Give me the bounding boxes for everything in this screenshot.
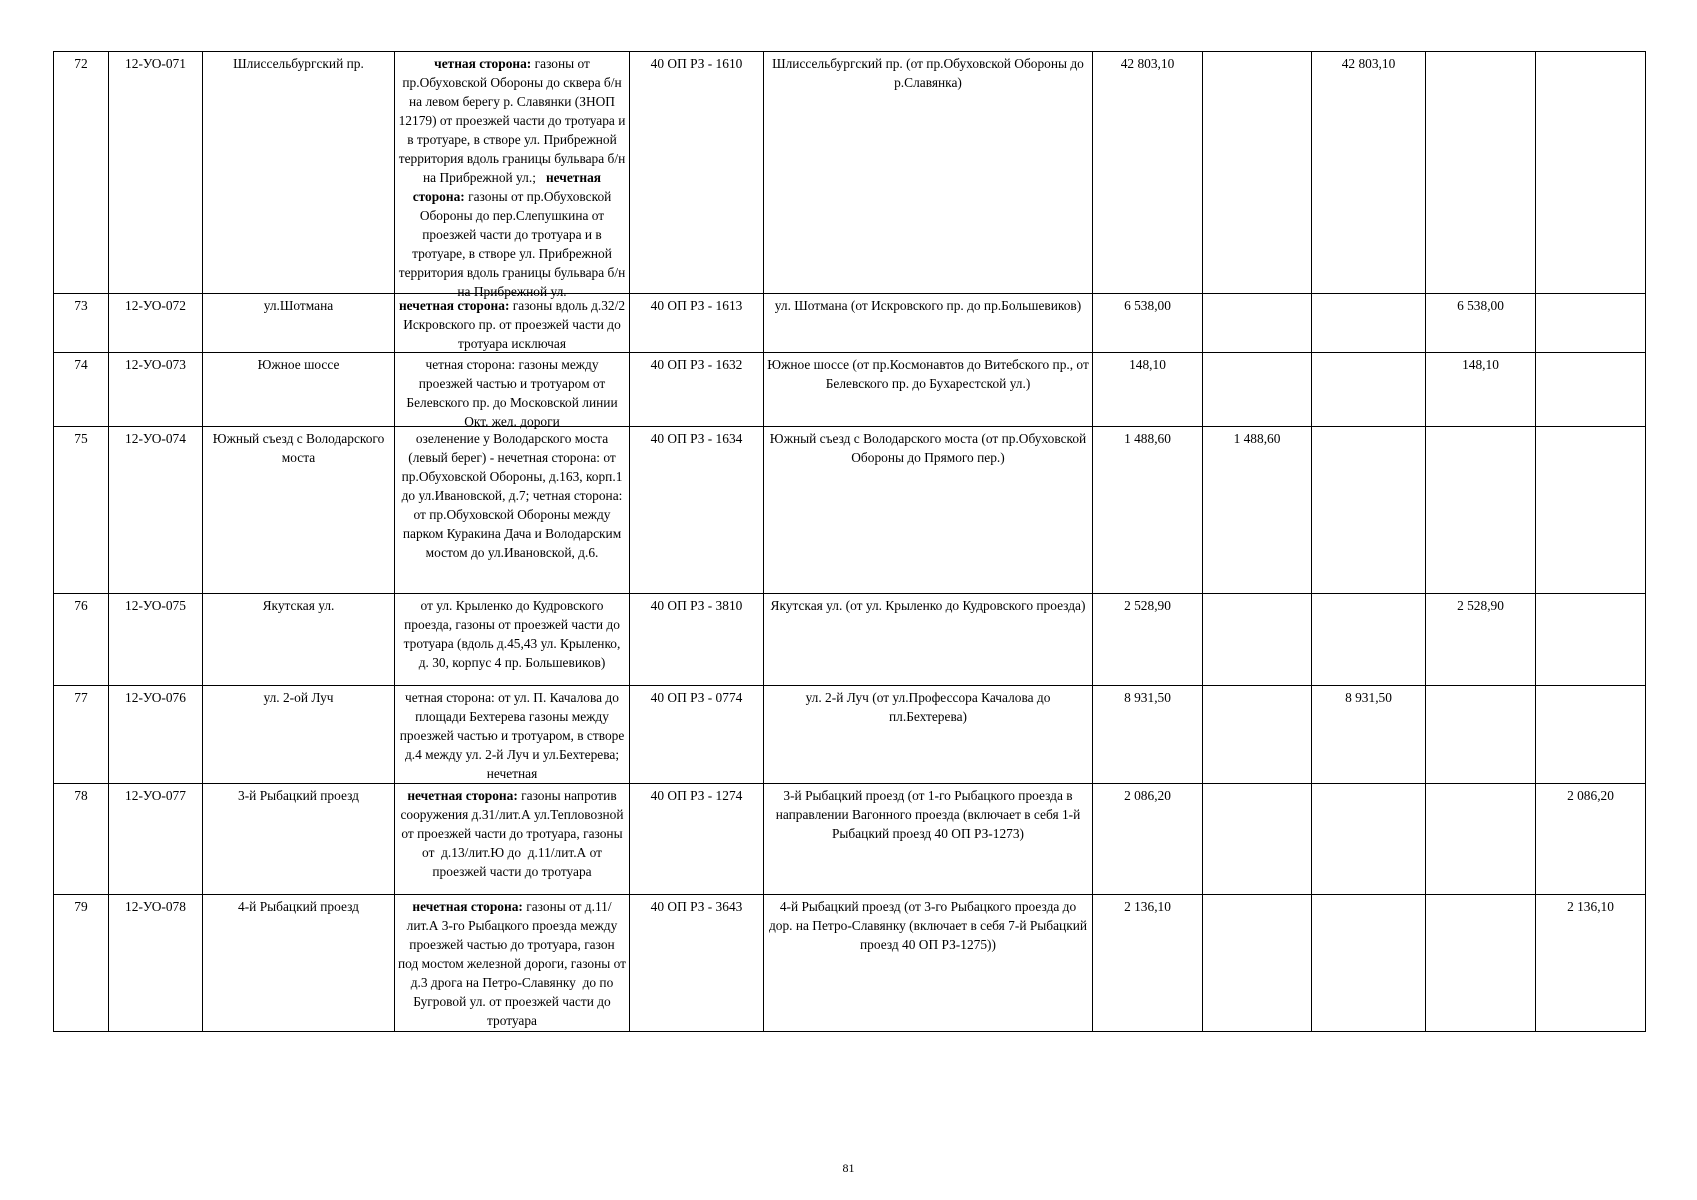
registry-number-cell: 40 ОП РЗ - 3810 [630, 594, 764, 686]
page-number: 81 [842, 1161, 855, 1175]
row-number-cell: 72 [54, 52, 109, 294]
area-col-4-cell: 6 538,00 [1426, 294, 1536, 353]
registry-number-cell: 40 ОП РЗ - 1610 [630, 52, 764, 294]
description-cell [395, 427, 630, 594]
area-col-5-cell [1536, 294, 1646, 353]
area-col-4-cell [1426, 427, 1536, 594]
area-col-2-cell [1203, 895, 1312, 1032]
road-name-cell: Южное шоссе (от пр.Космонавтов до Витебского пр., от Белевского пр. до Бухарестской ул.) [764, 353, 1093, 427]
area-col-5-cell [1536, 427, 1646, 594]
area-col-3-cell [1312, 594, 1426, 686]
object-code-cell: 12-УО-076 [109, 686, 203, 784]
data-table [53, 51, 1646, 1032]
area-col-2-cell [1203, 52, 1312, 294]
object-name-cell: ул.Шотмана [203, 294, 395, 353]
description-cell [395, 294, 630, 353]
object-name-cell: Шлиссельбургский пр. [203, 52, 395, 294]
object-name-cell: Южный съезд с Володарского моста [203, 427, 395, 594]
description-cell [395, 594, 630, 686]
row-number-cell: 73 [54, 294, 109, 353]
object-code-cell: 12-УО-075 [109, 594, 203, 686]
description-cell [395, 784, 630, 895]
description-cell [395, 895, 630, 1032]
registry-number-cell: 40 ОП РЗ - 1613 [630, 294, 764, 353]
row-number-cell: 78 [54, 784, 109, 895]
registry-number-cell: 40 ОП РЗ - 1274 [630, 784, 764, 895]
description-bold-fragment: четная сторона: [434, 56, 532, 71]
description-fragment: четная сторона: от ул. П. Качалова до площади Бехтерева газоны между проезжей частью и тротуаром, в створе д.4 между ул. 2-й Луч и ул.Бехтерева; нечетная [399, 690, 628, 781]
row-number-cell: 76 [54, 594, 109, 686]
area-col-3-cell [1312, 294, 1426, 353]
table-row [54, 52, 1646, 294]
area-col-2-cell [1203, 784, 1312, 895]
row-number-cell: 77 [54, 686, 109, 784]
area-col-5-cell [1536, 686, 1646, 784]
object-code-cell: 12-УО-077 [109, 784, 203, 895]
description-bold-fragment: нечетная сторона: [412, 170, 605, 204]
road-name-cell: Шлиссельбургский пр. (от пр.Обуховской Обороны до р.Славянка) [764, 52, 1093, 294]
area-col-3-cell: 42 803,10 [1312, 52, 1426, 294]
area-total-cell: 2 086,20 [1093, 784, 1203, 895]
description-fragment: от ул. Крыленко до Кудровского проезда, газоны от проезжей части до тротуара (вдоль д.45,43 ул. Крыленко, д. 30, корпус 4 пр. Большевиков) [403, 598, 624, 670]
description-bold-fragment: нечетная сторона: [398, 298, 510, 313]
table-row [54, 784, 1646, 895]
object-name-cell: Южное шоссе [203, 353, 395, 427]
area-col-4-cell: 148,10 [1426, 353, 1536, 427]
area-col-5-cell [1536, 594, 1646, 686]
object-code-cell: 12-УО-072 [109, 294, 203, 353]
table-row [54, 294, 1646, 353]
object-code-cell: 12-УО-078 [109, 895, 203, 1032]
description-fragment: газоны вдоль д.32/2 Искровского пр. от проезжей части до тротуара исключая [403, 298, 629, 351]
row-number-cell: 75 [54, 427, 109, 594]
area-col-4-cell [1426, 686, 1536, 784]
area-col-3-cell [1312, 427, 1426, 594]
area-col-3-cell [1312, 895, 1426, 1032]
description-fragment: газоны от пр.Обуховской Обороны до сквера б/н на левом берегу р. Славянки (ЗНОП 12179) от проезжей части до тротуара и в тротуаре, в створе ул. Прибрежной территория вдоль границы бульвара б/н на Прибрежной ул.; [398, 56, 629, 185]
area-col-2-cell: 1 488,60 [1203, 427, 1312, 594]
table-row [54, 686, 1646, 784]
object-code-cell: 12-УО-074 [109, 427, 203, 594]
area-total-cell: 8 931,50 [1093, 686, 1203, 784]
description-fragment: газоны от пр.Обуховской Обороны до пер.Слепушкина от проезжей части до тротуара и в тротуаре, в створе ул. Прибрежной территория вдоль границы бульвара б/н на Прибрежной ул. [398, 189, 629, 299]
area-col-3-cell: 8 931,50 [1312, 686, 1426, 784]
area-col-2-cell [1203, 294, 1312, 353]
area-total-cell: 2 136,10 [1093, 895, 1203, 1032]
area-col-5-cell: 2 086,20 [1536, 784, 1646, 895]
road-name-cell: ул. Шотмана (от Искровского пр. до пр.Большевиков) [764, 294, 1093, 353]
area-col-2-cell [1203, 594, 1312, 686]
area-col-5-cell: 2 136,10 [1536, 895, 1646, 1032]
object-name-cell: ул. 2-ой Луч [203, 686, 395, 784]
area-total-cell: 148,10 [1093, 353, 1203, 427]
area-col-5-cell [1536, 353, 1646, 427]
registry-number-cell: 40 ОП РЗ - 3643 [630, 895, 764, 1032]
object-name-cell: Якутская ул. [203, 594, 395, 686]
area-total-cell: 42 803,10 [1093, 52, 1203, 294]
registry-number-cell: 40 ОП РЗ - 1634 [630, 427, 764, 594]
area-col-4-cell [1426, 895, 1536, 1032]
object-code-cell: 12-УО-073 [109, 353, 203, 427]
area-col-4-cell: 2 528,90 [1426, 594, 1536, 686]
road-name-cell: Южный съезд с Володарского моста (от пр.Обуховской Обороны до Прямого пер.) [764, 427, 1093, 594]
area-total-cell: 2 528,90 [1093, 594, 1203, 686]
area-col-2-cell [1203, 686, 1312, 784]
area-col-5-cell [1536, 52, 1646, 294]
description-fragment: озеленение у Володарского моста (левый берег) - нечетная сторона: от пр.Обуховской Обороны, д.163, корп.1 до ул.Ивановской, д.7; четная сторона: от пр.Обуховской Обороны между парком Куракина Дача и Володарским мостом до ул.Ивановской, д.6. [401, 431, 626, 560]
object-name-cell: 3-й Рыбацкий проезд [203, 784, 395, 895]
area-col-4-cell [1426, 52, 1536, 294]
road-name-cell: Якутская ул. (от ул. Крыленко до Кудровского проезда) [764, 594, 1093, 686]
road-name-cell: ул. 2-й Луч (от ул.Профессора Качалова до пл.Бехтерева) [764, 686, 1093, 784]
object-name-cell: 4-й Рыбацкий проезд [203, 895, 395, 1032]
description-fragment: газоны от д.11/лит.А 3-го Рыбацкого проезда между проезжей частью до тротуара, газон под мостом железной дороги, газоны от д.3 дрога на Петро-Славянку до по Бугровой ул. от проезжей части до тротуара [398, 899, 630, 1028]
table-row [54, 353, 1646, 427]
description-cell [395, 686, 630, 784]
description-cell [395, 52, 630, 299]
registry-number-cell: 40 ОП РЗ - 0774 [630, 686, 764, 784]
area-col-3-cell [1312, 784, 1426, 895]
row-number-cell: 79 [54, 895, 109, 1032]
registry-number-cell: 40 ОП РЗ - 1632 [630, 353, 764, 427]
area-col-2-cell [1203, 353, 1312, 427]
description-fragment: газоны напротив сооружения д.31/лит.А ул.Тепловозной от проезжей части до тротуара, газоны от д.13/лит.Ю до д.11/лит.А от проезжей части до тротуара [400, 788, 627, 879]
description-bold-fragment: нечетная сторона: [407, 788, 518, 803]
road-name-cell: 3-й Рыбацкий проезд (от 1-го Рыбацкого проезда в направлении Вагонного проезда (включает в себя 1-й Рыбацкий проезд 40 ОП РЗ-1273) [764, 784, 1093, 895]
area-total-cell: 1 488,60 [1093, 427, 1203, 594]
table-row [54, 594, 1646, 686]
area-total-cell: 6 538,00 [1093, 294, 1203, 353]
table-row [54, 895, 1646, 1032]
object-code-cell: 12-УО-071 [109, 52, 203, 294]
row-number-cell: 74 [54, 353, 109, 427]
area-col-3-cell [1312, 353, 1426, 427]
area-col-4-cell [1426, 784, 1536, 895]
table-row [54, 427, 1646, 594]
description-bold-fragment: нечетная сторона: [412, 899, 523, 914]
description-cell [395, 353, 630, 427]
table-body [54, 52, 1646, 1032]
road-name-cell: 4-й Рыбацкий проезд (от 3-го Рыбацкого проезда до дор. на Петро-Славянку (включает в себя 7-й Рыбацкий проезд 40 ОП РЗ-1275)) [764, 895, 1093, 1032]
description-fragment: четная сторона: газоны между проезжей частью и тротуаром от Белевского пр. до Московской линии Окт. жел. дороги [406, 357, 621, 429]
